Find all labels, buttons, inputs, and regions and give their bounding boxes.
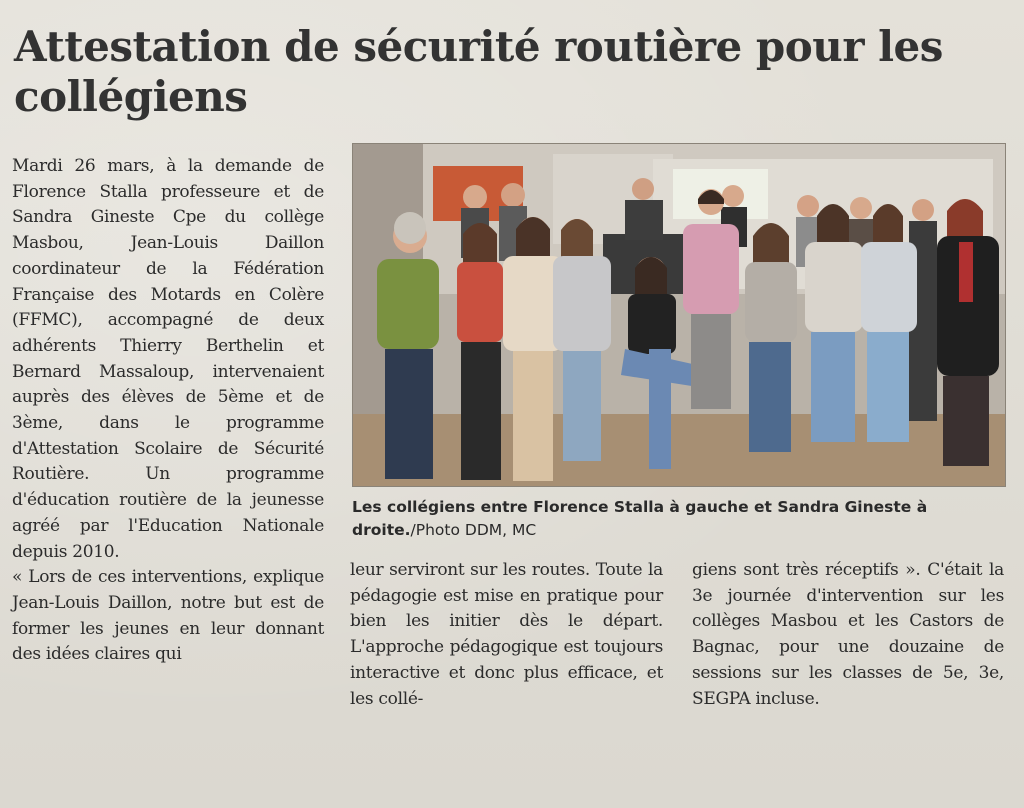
article-paragraph: leur serviront sur les routes. Toute la pédagogie est mise en pratique pour bien les initier dès le départ. L'approche pédagogique est toujours interactive et donc plus efficace, et les collé- bbox=[350, 560, 663, 709]
article-paragraph: « Lors de ces interventions, explique Jean-Louis Daillon, notre but est de former les jeunes en leur donnant des idées claires qui bbox=[12, 567, 324, 665]
caption-text: Les collégiens entre Florence Stalla à gauche et Sandra Gineste à droite. bbox=[352, 498, 928, 539]
article-paragraph: Mardi 26 mars, à la demande de Florence Stalla professeure et de Sandra Gineste Cpe du collège Masbou, Jean-Louis Daillon coordinateur de la Fédération Française des Motards en Colère (FFMC), accompagné de deux adhérents Thierry Berthelin et Bernard Massaloup, intervenaient auprès des élèves de 5ème et de 3ème, dans le programme d'Attestation Scolaire de Sécurité Routière. Un programme d'éducation routière de la jeunesse agréé par l'Education Nationale depuis 2010. bbox=[12, 156, 324, 562]
article-column-1 bbox=[12, 154, 324, 668]
photo-credit: /Photo DDM, MC bbox=[410, 521, 537, 539]
article-paragraph: giens sont très réceptifs ». C'était la 3e journée d'intervention sur les collèges Masbou et les Castors de Bagnac, pour une douzaine de sessions sur les classes de 5e, 3e, SEGPA incluse. bbox=[692, 560, 1004, 709]
article-headline: Attestation de sécurité routière pour les collégiens bbox=[14, 22, 943, 121]
article-photo bbox=[352, 143, 1006, 487]
article-column-2 bbox=[350, 558, 663, 712]
photo-caption bbox=[352, 496, 1004, 542]
group-photo-illustration bbox=[353, 144, 1005, 486]
article-column-3 bbox=[692, 558, 1004, 712]
